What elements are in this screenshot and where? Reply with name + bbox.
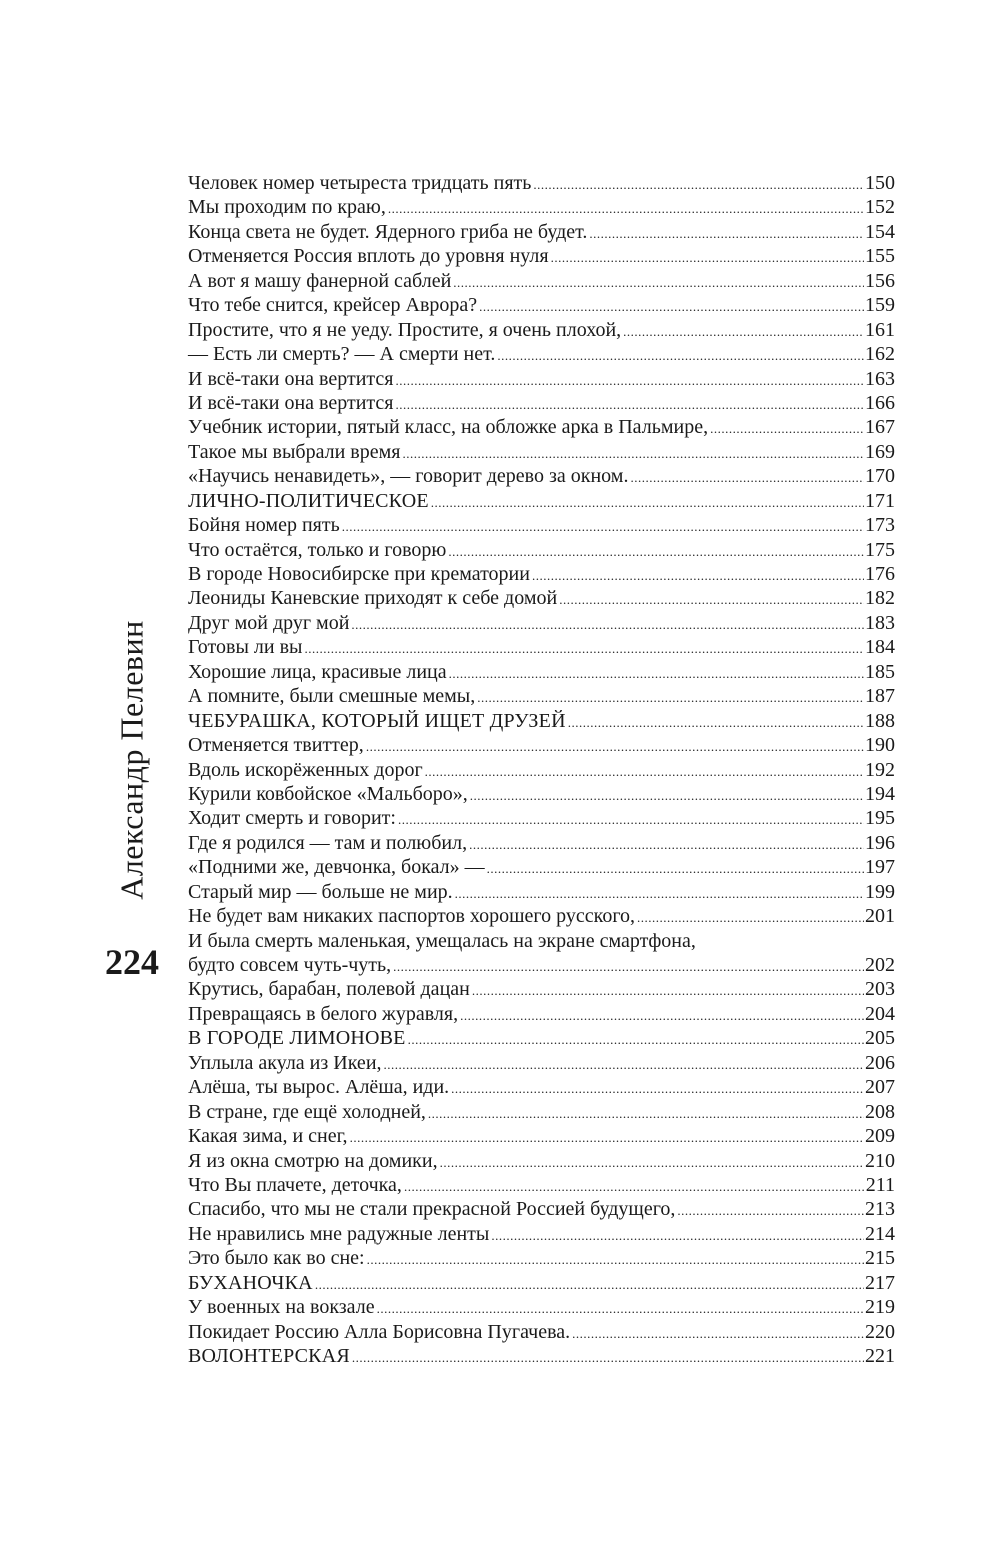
- toc-section-title: ВОЛОНТЕРСКАЯ: [188, 1345, 350, 1368]
- toc-entry: [188, 562, 895, 586]
- toc-entry: [188, 415, 895, 439]
- toc-entry: [188, 293, 895, 317]
- toc-entry-title: Учебник истории, пятый класс, на обложке арка в Пальмире,: [188, 416, 709, 439]
- toc-entry-page: 154: [865, 220, 895, 243]
- dot-leader: [449, 660, 864, 686]
- dot-leader: [572, 1320, 864, 1346]
- dot-leader: [455, 880, 864, 906]
- dot-leader: [551, 244, 864, 270]
- toc-entry-page: 161: [865, 318, 895, 341]
- toc-entry: [188, 440, 895, 464]
- dot-leader: [533, 171, 864, 197]
- toc-entry: [188, 660, 895, 684]
- toc-entry: [188, 1075, 895, 1099]
- toc-entry-page: 188: [865, 709, 895, 732]
- toc-entry-title: Уплыла акула из Икеи,: [188, 1051, 382, 1074]
- toc-entry: [188, 904, 895, 928]
- toc-entry: [188, 977, 895, 1001]
- dot-leader: [404, 1173, 865, 1199]
- toc-entry: [188, 880, 895, 904]
- toc-entry-title: Что остаётся, только и говорю: [188, 538, 447, 561]
- dot-leader: [396, 391, 865, 417]
- dot-leader: [388, 195, 864, 221]
- toc-entry-page: 184: [865, 636, 895, 659]
- toc-entry: [188, 635, 895, 659]
- toc-entry-page: 204: [865, 1002, 895, 1025]
- toc-entry-title: Хорошие лица, красивые лица: [188, 660, 447, 683]
- toc-entry-page: 203: [865, 978, 895, 1001]
- toc-entry-title: «Научись ненавидеть», — говорит дерево за окном.: [188, 465, 629, 488]
- dot-leader: [448, 538, 864, 564]
- toc-entry-page: 215: [865, 1247, 895, 1270]
- toc-entry-page: 166: [865, 391, 895, 414]
- toc-entry: [188, 733, 895, 757]
- toc-entry-title: Крутись, барабан, полевой дацан: [188, 978, 470, 1001]
- toc-entry-title: Где я родился — там и полюбил,: [188, 831, 468, 854]
- toc-entry: [188, 1124, 895, 1148]
- dot-leader: [425, 758, 864, 784]
- dot-leader: [469, 831, 864, 857]
- dot-leader: [367, 1246, 864, 1272]
- toc-entry-page: 207: [865, 1076, 895, 1099]
- dot-leader: [366, 733, 864, 759]
- toc-entry-page: 205: [865, 1027, 895, 1050]
- toc-entry-page: 185: [865, 660, 895, 683]
- dot-leader: [342, 513, 864, 539]
- toc-entry-title: Отменяется Россия вплоть до уровня нуля: [188, 245, 549, 268]
- dot-leader: [559, 586, 864, 612]
- toc-entry-line: [188, 953, 895, 977]
- toc-entry-title: И всё-таки она вертится: [188, 367, 394, 390]
- toc-entry-title: Друг мой друг мой: [188, 611, 350, 634]
- dot-leader: [396, 367, 865, 393]
- toc-entry-page: 167: [865, 416, 895, 439]
- toc-entry: [188, 269, 895, 293]
- toc-entry-page: 214: [865, 1222, 895, 1245]
- dot-leader: [677, 1197, 864, 1223]
- toc-entry-page: 209: [865, 1125, 895, 1148]
- toc-entry-title: Человек номер четыреста тридцать пять: [188, 172, 532, 194]
- toc-entry-title: Ходит смерть и говорит:: [188, 807, 396, 830]
- toc-entry-page: 206: [865, 1051, 895, 1074]
- toc-entry-title: Превращаясь в белого журавля,: [188, 1002, 459, 1025]
- dot-leader: [637, 904, 864, 930]
- toc-entry: [188, 611, 895, 635]
- toc-entry-page: 156: [865, 269, 895, 292]
- dot-leader: [408, 1026, 864, 1052]
- toc-entry: [188, 1295, 895, 1319]
- toc-entry-title: В городе Новосибирске при крематории: [188, 563, 530, 585]
- toc-entry-title: Не будет вам никаких паспортов хорошего русского,: [188, 905, 636, 928]
- toc-entry-title: Такое мы выбрали время: [188, 440, 401, 463]
- running-head-author: Александр Пелевин: [113, 620, 150, 900]
- dot-leader: [453, 269, 864, 295]
- toc-entry-title: Я из окна смотрю на домики,: [188, 1149, 438, 1172]
- toc-entry-page: 173: [865, 514, 895, 537]
- toc-entry: [188, 367, 895, 391]
- toc-entry: [188, 318, 895, 342]
- toc-entry: [188, 709, 895, 733]
- toc-entry-title: В стране, где ещё холодней,: [188, 1100, 426, 1123]
- toc-entry: [188, 1051, 895, 1075]
- toc-entry-page: 163: [865, 367, 895, 390]
- toc-entry-page: 220: [865, 1320, 895, 1343]
- toc-entry: [188, 684, 895, 708]
- dot-leader: [393, 953, 864, 979]
- dot-leader: [472, 977, 864, 1003]
- toc-entry-page: 162: [865, 343, 895, 366]
- dot-leader: [568, 709, 864, 735]
- toc-entry: [188, 1197, 895, 1221]
- dot-leader: [428, 1100, 864, 1126]
- toc-entry: [188, 1100, 895, 1124]
- toc-entry-page: 202: [865, 954, 895, 976]
- toc-entry: [188, 1246, 895, 1270]
- toc-entry-page: 210: [865, 1149, 895, 1172]
- toc-entry-page: 159: [865, 294, 895, 317]
- dot-leader: [377, 1295, 864, 1321]
- toc-entry-page: 183: [865, 611, 895, 634]
- toc-entry-title: У военных на вокзале: [188, 1296, 375, 1319]
- toc-entry-title: Конца света не будет. Ядерного гриба не будет.: [188, 220, 588, 243]
- dot-leader: [479, 293, 864, 319]
- toc-entry-page: 175: [865, 538, 895, 561]
- toc-entry-page: 182: [865, 587, 895, 610]
- toc-entry: [188, 489, 895, 513]
- toc-entry: [188, 1149, 895, 1173]
- dot-leader: [402, 440, 864, 466]
- toc-entry-title: Покидает Россию Алла Борисовна Пугачева.: [188, 1320, 571, 1343]
- toc-entry: [188, 1344, 895, 1368]
- toc-entry-page: 155: [865, 245, 895, 268]
- toc-entry-page: 195: [865, 807, 895, 830]
- toc-entry-page: 187: [865, 685, 895, 708]
- toc-entry-title: Курили ковбойское «Мальборо»,: [188, 782, 468, 805]
- toc-entry-title: Отменяется твиттер,: [188, 734, 364, 757]
- dot-leader: [350, 1124, 864, 1150]
- toc-entry: [188, 220, 895, 244]
- toc-entry-page: 201: [865, 905, 895, 928]
- toc-entry-title: И была смерть маленькая, умещалась на экране смартфона,: [188, 929, 696, 952]
- dot-leader: [630, 464, 864, 490]
- toc-entry-title: Мы проходим по краю,: [188, 196, 386, 219]
- toc-entry: [188, 1271, 895, 1295]
- toc-entry-page: 196: [865, 831, 895, 854]
- toc-entry-title: Простите, что я не уеду. Простите, я очень плохой,: [188, 318, 622, 341]
- toc-entry: [188, 831, 895, 855]
- toc-entry-page: 176: [865, 563, 895, 585]
- toc-entry: [188, 1222, 895, 1246]
- toc-entry-title: Что Вы плачете, деточка,: [188, 1173, 402, 1196]
- dot-leader: [497, 342, 864, 368]
- toc-entry-page: 197: [865, 856, 895, 879]
- toc-entry: [188, 758, 895, 782]
- dot-leader: [440, 1149, 864, 1175]
- toc-entry-page: 170: [865, 465, 895, 488]
- toc-entry-page: 194: [865, 782, 895, 805]
- dot-leader: [352, 1344, 864, 1370]
- toc-entry-title: Леониды Каневские приходят к себе домой: [188, 587, 558, 610]
- toc-entry-title: Готовы ли вы: [188, 636, 303, 659]
- toc-entry-title: Алёша, ты вырос. Алёша, иди.: [188, 1076, 450, 1099]
- dot-leader: [384, 1051, 864, 1077]
- dot-leader: [351, 611, 864, 637]
- toc-entry: [188, 782, 895, 806]
- toc-entry: [188, 929, 895, 978]
- toc-entry-title: Бойня номер пять: [188, 514, 340, 537]
- dot-leader: [477, 684, 864, 710]
- toc-entry: [188, 342, 895, 366]
- toc-entry-title: Что тебе снится, крейсер Аврора?: [188, 294, 478, 317]
- dot-leader: [491, 1222, 864, 1248]
- toc-entry: [188, 1173, 895, 1197]
- toc-entry-page: 190: [865, 734, 895, 757]
- toc-entry-title: Это было как во сне:: [188, 1247, 365, 1270]
- toc-entry-title: — Есть ли смерть? — А смерти нет.: [188, 343, 496, 366]
- toc-entry-page: 208: [865, 1100, 895, 1123]
- dot-leader: [470, 782, 864, 808]
- toc-entry-page: 219: [865, 1296, 895, 1319]
- toc-entry-page: 192: [865, 758, 895, 781]
- toc-entry-page: 171: [865, 489, 895, 512]
- toc-entry: [188, 806, 895, 830]
- toc-section-title: ЛИЧНО-ПОЛИТИЧЕСКОЕ: [188, 489, 429, 512]
- dot-leader: [532, 562, 864, 588]
- toc-entry-page: 221: [865, 1345, 895, 1368]
- dot-leader: [315, 1271, 864, 1297]
- toc-entry-title: Старый мир — больше не мир.: [188, 880, 453, 903]
- toc-entry-page: 150: [865, 172, 895, 194]
- toc-entry-title: Спасибо, что мы не стали прекрасной Россией будущего,: [188, 1198, 676, 1221]
- toc-entry-title: И всё-таки она вертится: [188, 391, 394, 414]
- toc-entry-page: 213: [865, 1198, 895, 1221]
- toc-section-title: ЧЕБУРАШКА, КОТОРЫЙ ИЩЕТ ДРУЗЕЙ: [188, 709, 566, 732]
- dot-leader: [431, 489, 864, 515]
- toc-entry-title: «Подними же, девчонка, бокал» —: [188, 856, 485, 879]
- toc-entry-page: 199: [865, 880, 895, 903]
- toc-entry-page: 169: [865, 440, 895, 463]
- toc-section-title: В ГОРОДЕ ЛИМОНОВЕ: [188, 1027, 406, 1050]
- toc-entry: [188, 171, 895, 195]
- toc-entry: [188, 391, 895, 415]
- toc-entry: [188, 1002, 895, 1026]
- toc-entry: [188, 855, 895, 879]
- toc-entry: [188, 464, 895, 488]
- dot-leader: [451, 1075, 864, 1101]
- toc-entry: [188, 244, 895, 268]
- dot-leader: [623, 318, 864, 344]
- toc-entry-title-continued: будто совсем чуть-чуть,: [188, 954, 392, 976]
- dot-leader: [710, 415, 864, 441]
- dot-leader: [304, 635, 864, 661]
- toc-entry-page: 217: [865, 1271, 895, 1294]
- toc-section-title: БУХАНОЧКА: [188, 1271, 313, 1294]
- toc-entry: [188, 538, 895, 562]
- page-number: 224: [105, 942, 159, 982]
- toc-entry: [188, 1320, 895, 1344]
- toc-entry-title: Не нравились мне радужные ленты: [188, 1222, 490, 1245]
- dot-leader: [487, 855, 864, 881]
- toc-entry: [188, 513, 895, 537]
- toc-entry-title: Какая зима, и снег,: [188, 1125, 348, 1148]
- toc-entry: [188, 1026, 895, 1050]
- toc-entry-title: А вот я машу фанерной саблей: [188, 269, 452, 292]
- toc-entry: [188, 195, 895, 219]
- toc-entry-title: Вдоль искорёженных дорог: [188, 758, 423, 781]
- toc-entry-page: 152: [865, 196, 895, 219]
- dot-leader: [398, 806, 864, 832]
- toc-entry-page: 211: [865, 1173, 895, 1196]
- toc-entry-title: А помните, были смешные мемы,: [188, 685, 476, 708]
- toc-entry: [188, 586, 895, 610]
- table-of-contents: [188, 171, 895, 1368]
- dot-leader: [460, 1002, 864, 1028]
- dot-leader: [589, 220, 864, 246]
